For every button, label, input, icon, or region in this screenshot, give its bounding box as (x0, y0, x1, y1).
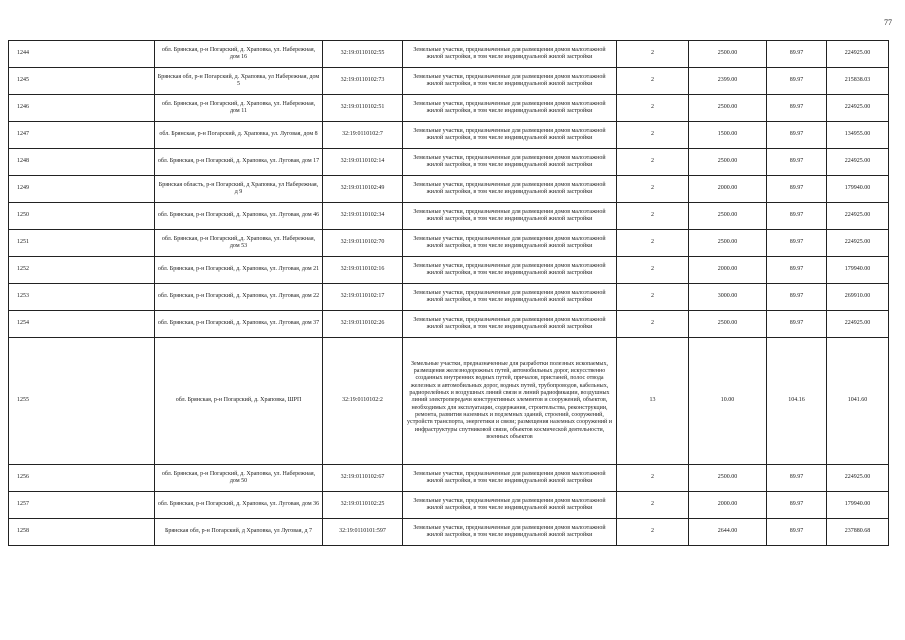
land-purpose-cell: Земельные участки, предназначенные для размещения домов малоэтажной жилой застройки, в том числе индивидуальной жилой застройки (403, 41, 617, 68)
rate-cell: 89.97 (767, 203, 827, 230)
rate-cell: 89.97 (767, 95, 827, 122)
address-cell: обл. Брянская, р-н Погарский, д. Храповка, ул. Набережная, дом 50 (155, 465, 323, 492)
area-cell: 2500.00 (689, 311, 767, 338)
rate-cell: 89.97 (767, 284, 827, 311)
address-cell: Брянская область, р-н Погарский, д Храповка, ул Набережная, д 9 (155, 176, 323, 203)
row-number: 1256 (9, 465, 155, 492)
land-purpose-cell: Земельные участки, предназначенные для разработки полезных ископаемых, размещения железнодорожных путей, автомобильных дорог, искусственно созданных внутренних водных путей, причалов, пристаней, полос отвода железных и автомобильных дорог, водных путей, трубопроводов, кабельных, радиорелейных и воздушных линий связи и линий радиофикации, воздушных линий электропередачи конструктивных элементов и сооружений, объектов, необходимых для эксплуатации, содержания, строительства, реконструкции, ремонта, развития наземных и подземных зданий, строений, сооружений, устройств транспорта, энергетики и связи; размещения наземных сооружений и инфраструктуры спутниковой связи, объектов космической деятельности, военных объектов (403, 338, 617, 465)
group-cell: 2 (617, 492, 689, 519)
table-row (9, 492, 889, 519)
address-cell: Брянская обл, р-н Погарский, д Храповка, ул Луговая, д 7 (155, 519, 323, 546)
table-row (9, 465, 889, 492)
group-cell: 2 (617, 230, 689, 257)
area-cell: 10.00 (689, 338, 767, 465)
table-row (9, 311, 889, 338)
rate-cell: 89.97 (767, 68, 827, 95)
rate-cell: 89.97 (767, 465, 827, 492)
table-row (9, 68, 889, 95)
table-row (9, 95, 889, 122)
row-number: 1254 (9, 311, 155, 338)
cadastral-number-cell: 32:19:0110102:49 (323, 176, 403, 203)
table-row (9, 338, 889, 465)
area-cell: 2500.00 (689, 465, 767, 492)
address-cell: обл. Брянская, р-н Погарский, д. Храповка, ул. Луговая, дом 36 (155, 492, 323, 519)
land-purpose-cell: Земельные участки, предназначенные для размещения домов малоэтажной жилой застройки, в том числе индивидуальной жилой застройки (403, 519, 617, 546)
table-row (9, 176, 889, 203)
group-cell: 2 (617, 122, 689, 149)
cadastral-number-cell: 32:19:0110102:7 (323, 122, 403, 149)
row-number: 1252 (9, 257, 155, 284)
area-cell: 2000.00 (689, 176, 767, 203)
area-cell: 2644.00 (689, 519, 767, 546)
row-number: 1255 (9, 338, 155, 465)
row-number: 1251 (9, 230, 155, 257)
group-cell: 2 (617, 68, 689, 95)
area-cell: 2500.00 (689, 230, 767, 257)
cadastral-value-cell: 224925.00 (827, 149, 889, 176)
rate-cell: 89.97 (767, 230, 827, 257)
area-cell: 2000.00 (689, 257, 767, 284)
area-cell: 2500.00 (689, 203, 767, 230)
cadastral-number-cell: 32:19:0110102:14 (323, 149, 403, 176)
cadastral-number-cell: 32:19:0110102:67 (323, 465, 403, 492)
cadastral-value-cell: 215838.03 (827, 68, 889, 95)
group-cell: 13 (617, 338, 689, 465)
land-registry-table (8, 40, 889, 546)
area-cell: 3000.00 (689, 284, 767, 311)
address-cell: Брянская обл, р-н Погарский, д. Храповка, ул Набережная, дом 5 (155, 68, 323, 95)
row-number: 1250 (9, 203, 155, 230)
table-row (9, 122, 889, 149)
group-cell: 2 (617, 465, 689, 492)
cadastral-value-cell: 224925.00 (827, 230, 889, 257)
table-row (9, 519, 889, 546)
row-number: 1244 (9, 41, 155, 68)
cadastral-value-cell: 179940.00 (827, 492, 889, 519)
land-purpose-cell: Земельные участки, предназначенные для размещения домов малоэтажной жилой застройки, в том числе индивидуальной жилой застройки (403, 492, 617, 519)
row-number: 1247 (9, 122, 155, 149)
area-cell: 2500.00 (689, 41, 767, 68)
land-purpose-cell: Земельные участки, предназначенные для размещения домов малоэтажной жилой застройки, в том числе индивидуальной жилой застройки (403, 176, 617, 203)
cadastral-value-cell: 179940.00 (827, 176, 889, 203)
area-cell: 2399.00 (689, 68, 767, 95)
address-cell: обл. Брянская, р-н Погарский, д. Храповка, ул. Луговая, дом 37 (155, 311, 323, 338)
cadastral-value-cell: 224925.00 (827, 311, 889, 338)
land-purpose-cell: Земельные участки, предназначенные для размещения домов малоэтажной жилой застройки, в том числе индивидуальной жилой застройки (403, 122, 617, 149)
area-cell: 2500.00 (689, 149, 767, 176)
cadastral-number-cell: 32:19:0110102:55 (323, 41, 403, 68)
address-cell: обл. Брянская, р-н Погарский, д. Храповка, ул. Луговая, дом 46 (155, 203, 323, 230)
land-purpose-cell: Земельные участки, предназначенные для размещения домов малоэтажной жилой застройки, в том числе индивидуальной жилой застройки (403, 257, 617, 284)
row-number: 1249 (9, 176, 155, 203)
address-cell: обл. Брянская, р-н Погарский, д. Храповка, ул. Набережная, дом 11 (155, 95, 323, 122)
cadastral-number-cell: 32:19:0110102:16 (323, 257, 403, 284)
table-body (9, 41, 889, 546)
cadastral-value-cell: 179940.00 (827, 257, 889, 284)
row-number: 1253 (9, 284, 155, 311)
area-cell: 2500.00 (689, 95, 767, 122)
address-cell: обл. Брянская, р-н Погарский, д. Храповка, ул. Луговая, дом 21 (155, 257, 323, 284)
table-row (9, 257, 889, 284)
group-cell: 2 (617, 284, 689, 311)
cadastral-number-cell: 32:19:0110101:597 (323, 519, 403, 546)
cadastral-value-cell: 224925.00 (827, 95, 889, 122)
land-purpose-cell: Земельные участки, предназначенные для размещения домов малоэтажной жилой застройки, в том числе индивидуальной жилой застройки (403, 149, 617, 176)
group-cell: 2 (617, 41, 689, 68)
area-cell: 1500.00 (689, 122, 767, 149)
rate-cell: 89.97 (767, 41, 827, 68)
cadastral-value-cell: 134955.00 (827, 122, 889, 149)
table-row (9, 149, 889, 176)
land-purpose-cell: Земельные участки, предназначенные для размещения домов малоэтажной жилой застройки, в том числе индивидуальной жилой застройки (403, 311, 617, 338)
land-purpose-cell: Земельные участки, предназначенные для размещения домов малоэтажной жилой застройки, в том числе индивидуальной жилой застройки (403, 465, 617, 492)
group-cell: 2 (617, 311, 689, 338)
cadastral-number-cell: 32:19:0110102:34 (323, 203, 403, 230)
land-purpose-cell: Земельные участки, предназначенные для размещения домов малоэтажной жилой застройки, в том числе индивидуальной жилой застройки (403, 95, 617, 122)
row-number: 1258 (9, 519, 155, 546)
address-cell: обл. Брянская, р-н Погарский, д. Храповка, ул. Луговая, дом 22 (155, 284, 323, 311)
land-purpose-cell: Земельные участки, предназначенные для размещения домов малоэтажной жилой застройки, в том числе индивидуальной жилой застройки (403, 203, 617, 230)
rate-cell: 89.97 (767, 492, 827, 519)
row-number: 1257 (9, 492, 155, 519)
cadastral-value-cell: 237880.68 (827, 519, 889, 546)
table-row (9, 284, 889, 311)
address-cell: обл. Брянская, р-н Погарский, д. Храповка, ул. Луговая, дом 17 (155, 149, 323, 176)
address-cell: обл. Брянская, р-н Погарский, д. Храповка, ШРП (155, 338, 323, 465)
cadastral-number-cell: 32:19:0110102:17 (323, 284, 403, 311)
table-row (9, 41, 889, 68)
group-cell: 2 (617, 95, 689, 122)
group-cell: 2 (617, 149, 689, 176)
rate-cell: 89.97 (767, 311, 827, 338)
land-purpose-cell: Земельные участки, предназначенные для размещения домов малоэтажной жилой застройки, в том числе индивидуальной жилой застройки (403, 230, 617, 257)
cadastral-number-cell: 32:19:0110102:2 (323, 338, 403, 465)
rate-cell: 89.97 (767, 257, 827, 284)
cadastral-number-cell: 32:19:0110102:51 (323, 95, 403, 122)
page-number: 77 (884, 18, 892, 27)
rate-cell: 89.97 (767, 519, 827, 546)
rate-cell: 89.97 (767, 149, 827, 176)
group-cell: 2 (617, 519, 689, 546)
cadastral-value-cell: 224925.00 (827, 41, 889, 68)
table-row (9, 203, 889, 230)
cadastral-value-cell: 1041.60 (827, 338, 889, 465)
cadastral-number-cell: 32:19:0110102:26 (323, 311, 403, 338)
group-cell: 2 (617, 176, 689, 203)
address-cell: обл. Брянская, р-н Погарский, д. Храповка, ул. Луговая, дом 8 (155, 122, 323, 149)
row-number: 1245 (9, 68, 155, 95)
group-cell: 2 (617, 257, 689, 284)
rate-cell: 89.97 (767, 122, 827, 149)
cadastral-number-cell: 32:19:0110102:73 (323, 68, 403, 95)
group-cell: 2 (617, 203, 689, 230)
row-number: 1248 (9, 149, 155, 176)
cadastral-number-cell: 32:19:0110102:70 (323, 230, 403, 257)
cadastral-value-cell: 224925.00 (827, 203, 889, 230)
address-cell: обл. Брянская, р-н Погарский,,д. Храповка, ул. Набережная, дом 53 (155, 230, 323, 257)
land-purpose-cell: Земельные участки, предназначенные для размещения домов малоэтажной жилой застройки, в том числе индивидуальной жилой застройки (403, 284, 617, 311)
table-row (9, 230, 889, 257)
land-purpose-cell: Земельные участки, предназначенные для размещения домов малоэтажной жилой застройки, в том числе индивидуальной жилой застройки (403, 68, 617, 95)
cadastral-value-cell: 224925.00 (827, 465, 889, 492)
rate-cell: 89.97 (767, 176, 827, 203)
address-cell: обл. Брянская, р-н Погарский, д. Храповка, ул. Набережная, дом 16 (155, 41, 323, 68)
rate-cell: 104.16 (767, 338, 827, 465)
cadastral-value-cell: 269910.00 (827, 284, 889, 311)
row-number: 1246 (9, 95, 155, 122)
area-cell: 2000.00 (689, 492, 767, 519)
cadastral-number-cell: 32:19:0110102:25 (323, 492, 403, 519)
